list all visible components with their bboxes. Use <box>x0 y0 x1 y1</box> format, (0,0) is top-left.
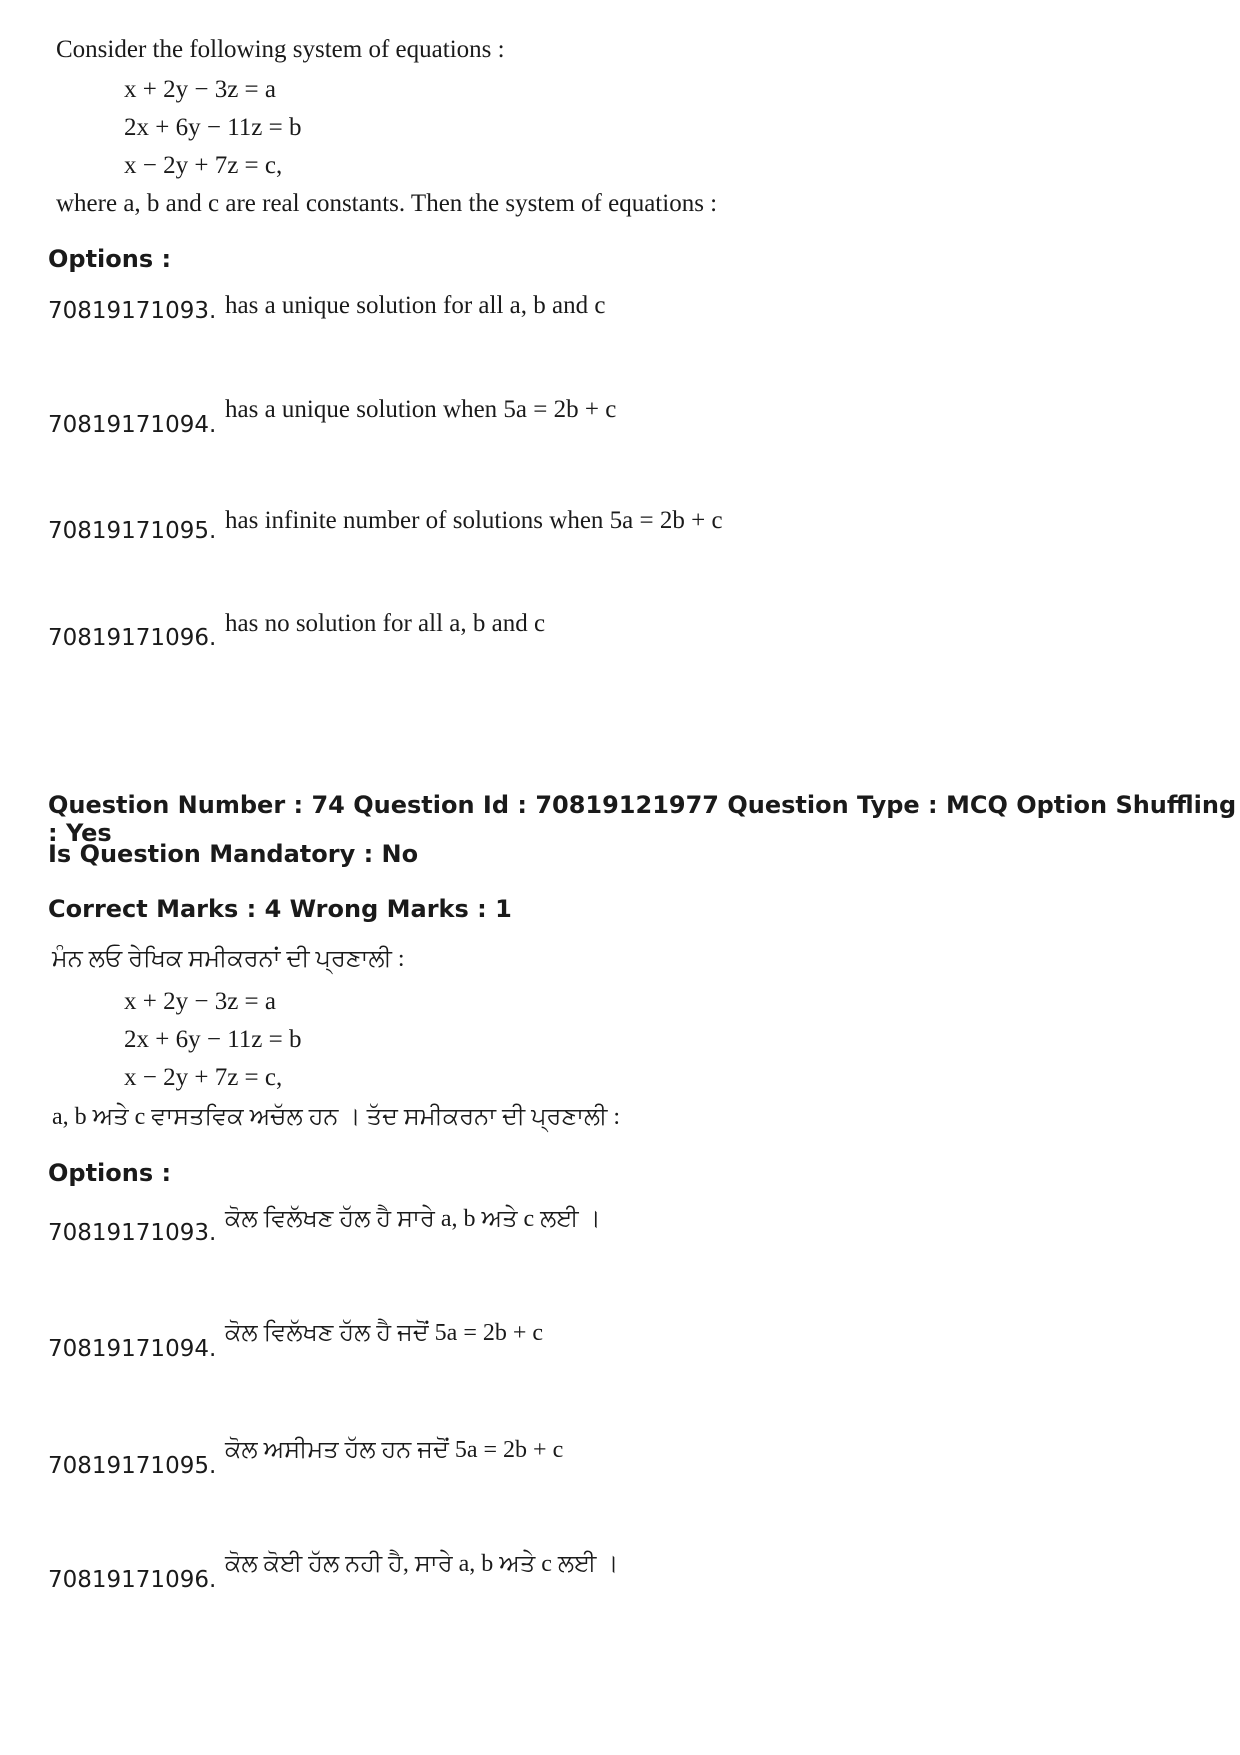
q73-outro: where a, b and c are real constants. Then the system of equations : <box>56 190 718 217</box>
q73-option-3-id: 70819171095. <box>48 518 217 544</box>
q74-options-label: Options : <box>48 1159 172 1187</box>
q73-intro: Consider the following system of equations : <box>56 36 505 63</box>
q74-option-3-id: 70819171095. <box>48 1453 217 1479</box>
q73-option-1-text: has a unique solution for all a, b and c <box>225 292 606 319</box>
q74-header-line-1: Question Number : 74 Question Id : 70819121977 Question Type : MCQ Option Shuffling : Yes <box>48 791 1237 847</box>
q74-marks: Correct Marks : 4 Wrong Marks : 1 <box>48 895 512 923</box>
q73-options-label: Options : <box>48 245 172 273</box>
q73-option-2-id: 70819171094. <box>48 412 217 438</box>
q73-equation-3: x − 2y + 7z = c, <box>124 152 283 179</box>
q74-option-4-id: 70819171096. <box>48 1567 217 1593</box>
q74-equation-1: x + 2y − 3z = a <box>124 988 276 1015</box>
q74-option-2-id: 70819171094. <box>48 1336 217 1362</box>
q73-equation-2: 2x + 6y − 11z = b <box>124 114 302 141</box>
q74-option-1-text: ਕੋਲ ਵਿਲੱਖਣ ਹੱਲ ਹੈ ਸਾਰੇ a, b ਅਤੇ c ਲਈ । <box>225 1206 601 1232</box>
q74-equation-3: x − 2y + 7z = c, <box>124 1064 283 1091</box>
q74-option-4-text: ਕੋਲ ਕੋਈ ਹੱਲ ਨਹੀ ਹੈ, ਸਾਰੇ a, b ਅਤੇ c ਲਈ । <box>225 1551 619 1577</box>
q74-header-line-2: Is Question Mandatory : No <box>48 840 419 868</box>
q74-option-1-id: 70819171093. <box>48 1220 217 1246</box>
q74-option-3-text: ਕੋਲ ਅਸੀਮਤ ਹੱਲ ਹਨ ਜਦੋਂ 5a = 2b + c <box>225 1437 564 1463</box>
q74-equation-2: 2x + 6y − 11z = b <box>124 1026 302 1053</box>
q73-option-1-id: 70819171093. <box>48 298 217 324</box>
q74-option-2-text: ਕੋਲ ਵਿਲੱਖਣ ਹੱਲ ਹੈ ਜਦੋਂ 5a = 2b + c <box>225 1320 544 1346</box>
q73-option-2-text: has a unique solution when 5a = 2b + c <box>225 396 617 423</box>
q73-option-3-text: has infinite number of solutions when 5a = 2b + c <box>225 507 723 534</box>
q74-intro: ਮੰਨ ਲਓ ਰੇਖਿਕ ਸਮੀਕਰਨਾਂ ਦੀ ਪ੍ਰਣਾਲੀ : <box>52 946 405 972</box>
q73-option-4-text: has no solution for all a, b and c <box>225 610 546 637</box>
q73-equation-1: x + 2y − 3z = a <box>124 76 276 103</box>
q73-option-4-id: 70819171096. <box>48 625 217 651</box>
q74-outro: a, b ਅਤੇ c ਵਾਸਤਵਿਕ ਅਚੱਲ ਹਨ । ਤੱਦ ਸਮੀਕਰਨਾ ਦੀ ਪ੍ਰਣਾਲੀ : <box>52 1104 621 1130</box>
